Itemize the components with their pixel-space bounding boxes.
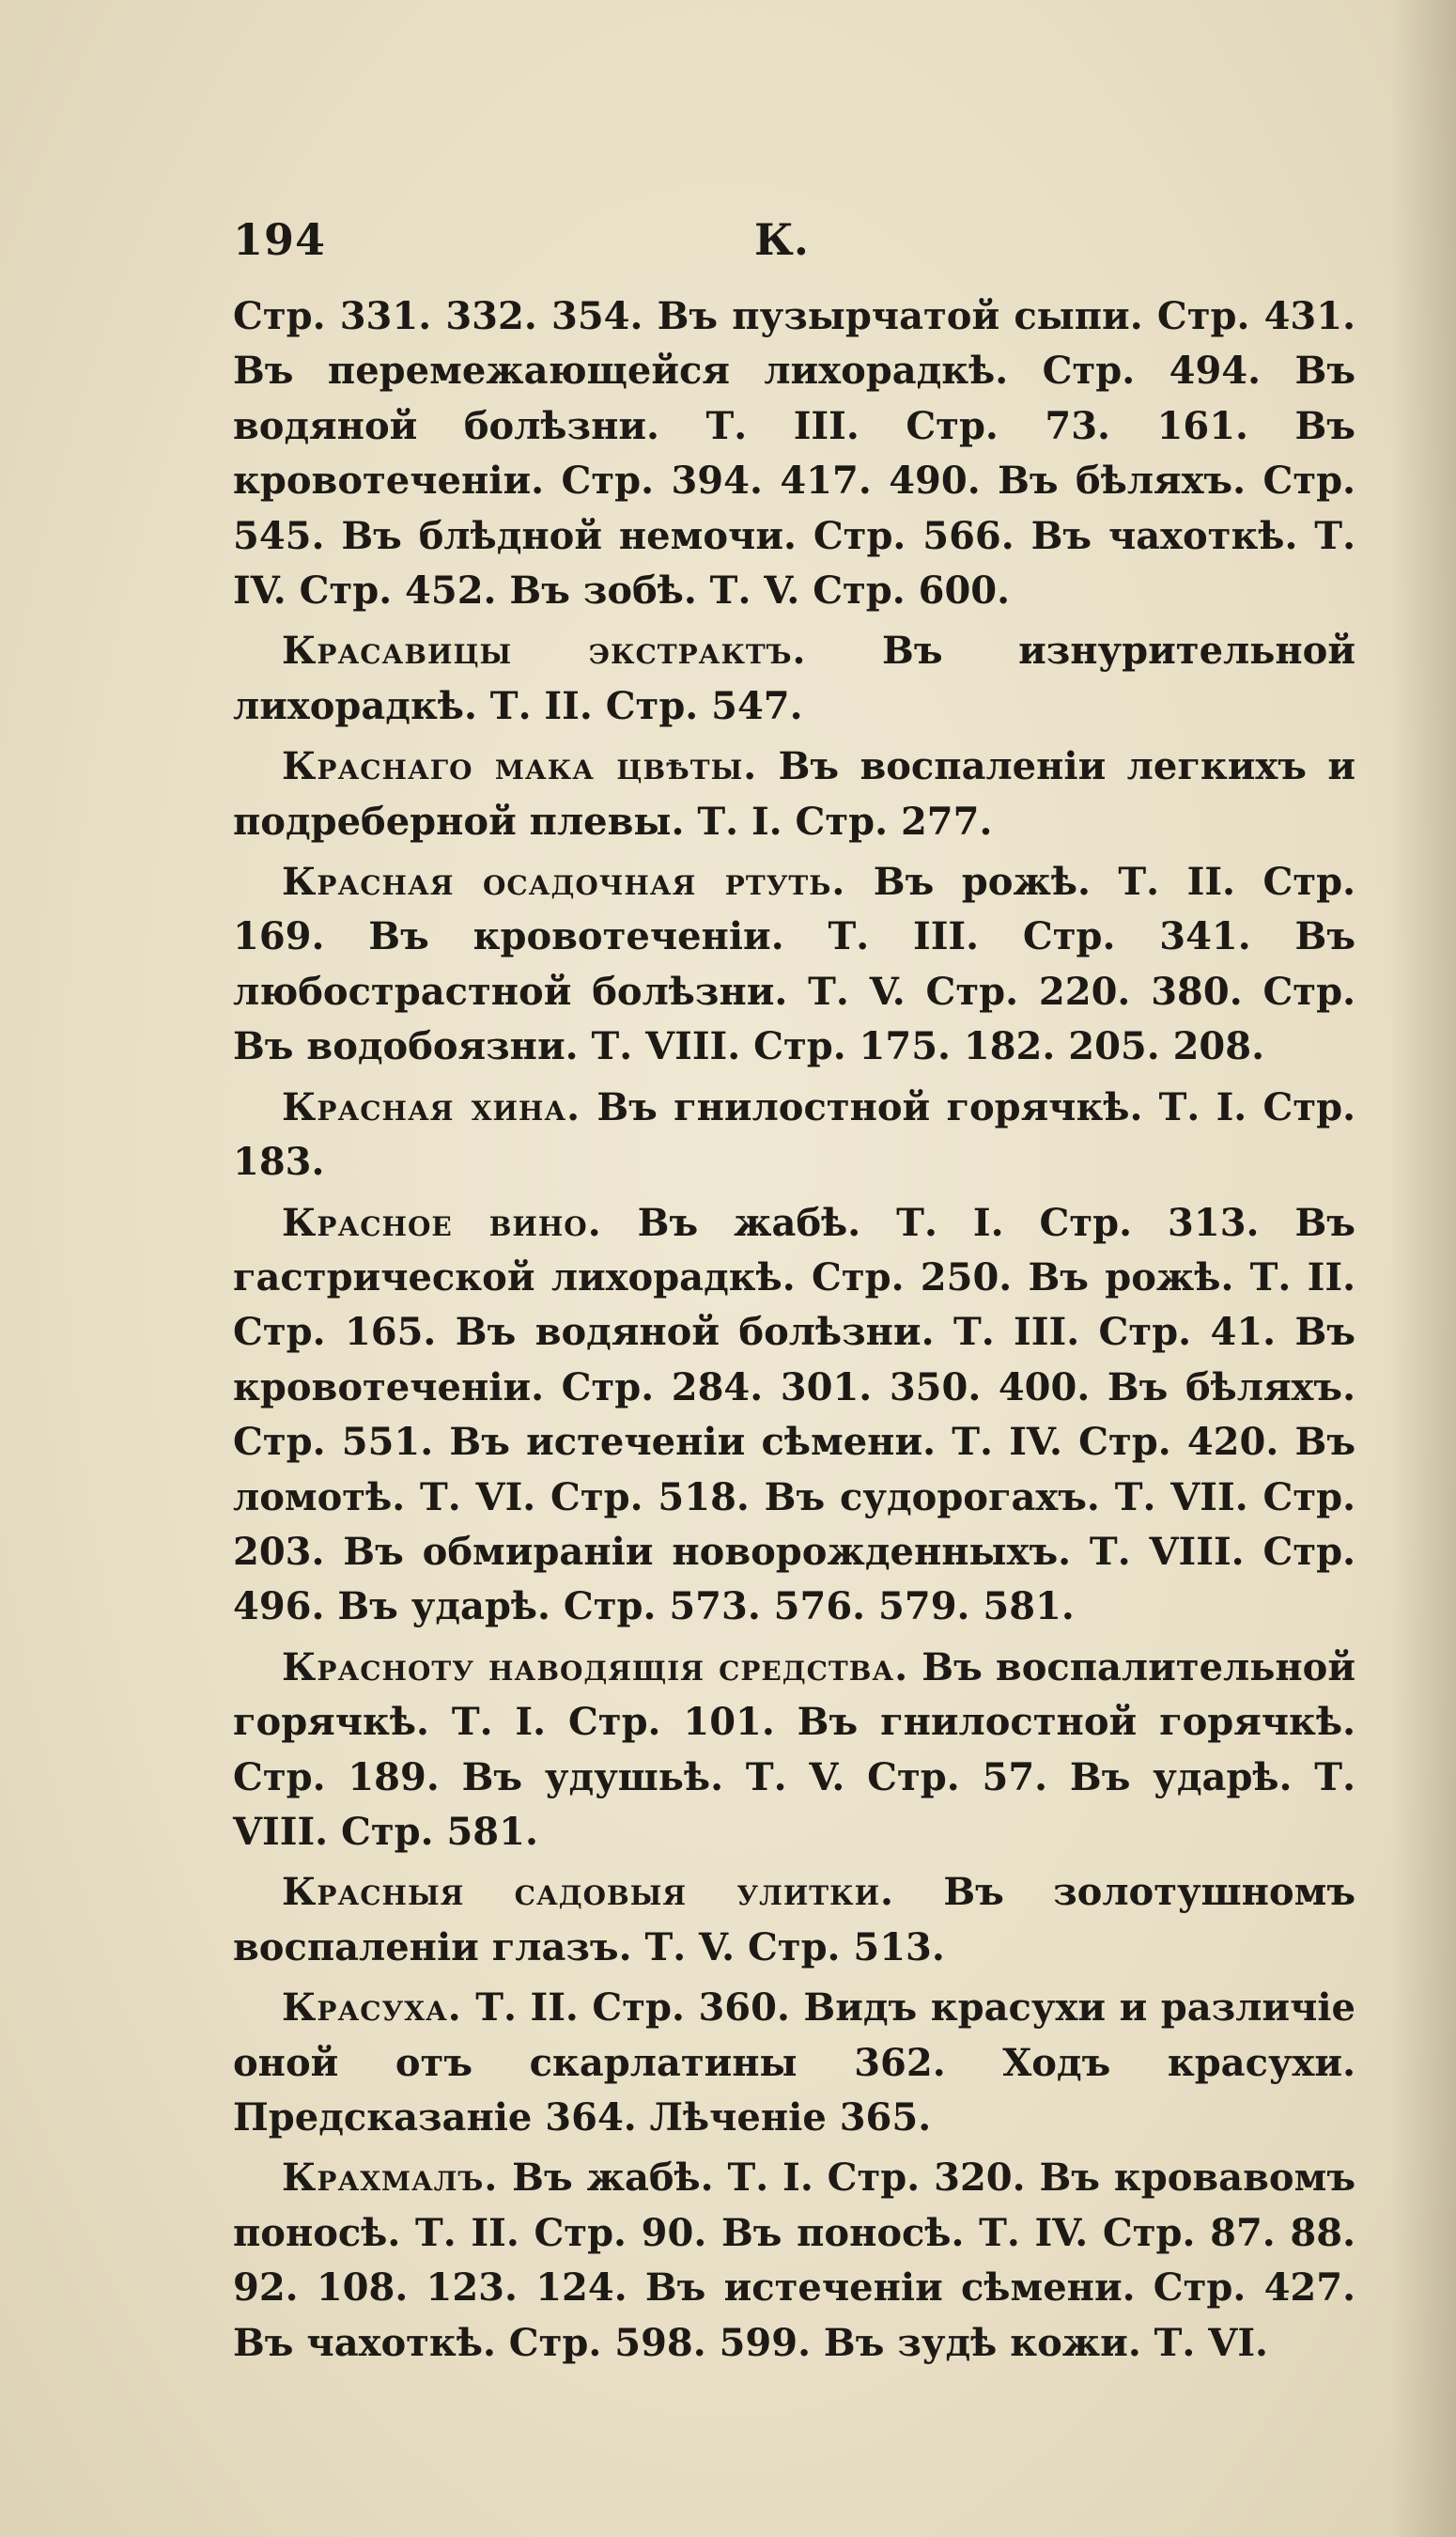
index-entries: [233, 289, 1355, 2376]
index-entry-continuation: [233, 289, 1355, 618]
entry-text: Въ воспалительной горячкѣ. Т. I. Стр. 101. Въ гнилостной горячкѣ. Стр. 189. Въ удушьѣ. Т. V. Стр. 57. Въ ударѣ. Т. VIII. Стр. 581.: [233, 1644, 1356, 1854]
entry-headword: Красавицы экстрактъ.: [282, 629, 807, 674]
entry-headword: Крахмалъ.: [282, 2156, 499, 2201]
running-head: К.: [754, 214, 809, 265]
index-entry: [233, 1081, 1355, 1191]
entry-text: Въ воспаленіи легкихъ и подреберной плевы. Т. I. Стр. 277.: [233, 744, 1355, 844]
entry-text: Въ золотушномъ воспаленіи глазъ. Т. V. Стр. 513.: [233, 1870, 1356, 1969]
page-number: 194: [233, 214, 327, 265]
entry-text: Въ жабѣ. Т. I. Стр. 320. Въ кровавомъ поносѣ. Т. II. Стр. 90. Въ поносѣ. Т. IV. Стр. 87. 88. 92. 108. 123. 124. Въ истеченіи сѣмени. Стр. 427. Въ чахоткѣ. Стр. 598. 599. Въ зудѣ кожи. Т. VI.: [233, 2156, 1355, 2365]
entry-headword: Красуха.: [282, 1985, 462, 2031]
index-entry: [233, 1865, 1355, 1975]
page-header: [233, 214, 1351, 271]
entry-headword: Красная хина.: [282, 1084, 581, 1129]
entry-text: Т. II. Стр. 360. Видъ красухи и различіе оной отъ скарлатины 362. Ходъ красухи. Предсказаніе 364. Лѣченіе 365.: [233, 1985, 1355, 2140]
entry-text: Въ изнурительной лихорадкѣ. Т. II. Стр. 547.: [233, 629, 1355, 728]
index-entry: [233, 855, 1355, 1075]
index-entry: [233, 1981, 1355, 2145]
entry-text: Въ гнилостной горячкѣ. Т. I. Стр. 183.: [233, 1084, 1355, 1185]
entry-headword: Краснаго мака цвѣты.: [282, 744, 758, 789]
index-entry: [233, 2151, 1355, 2371]
entry-text: Въ жабѣ. Т. I. Стр. 313. Въ гастрической лихорадкѣ. Стр. 250. Въ рожѣ. Т. II. Стр. 165. Въ водяной болѣзни. Т. III. Стр. 41. Въ кровотеченіи. Стр. 284. 301. 350. 400. Въ бѣляхъ. Стр. 551. Въ истеченіи сѣмени. Т. IV. Стр. 420. Въ ломотѣ. Т. VI. Стр. 518. Въ судорогахъ. Т. VII. Стр. 203. Въ обмираніи новорожденныхъ. Т. VIII. Стр. 496. Въ ударѣ. Стр. 573. 576. 579. 581.: [233, 1200, 1355, 1629]
index-entry: [233, 1196, 1355, 1635]
index-entry: [233, 739, 1355, 849]
index-entry: [233, 1641, 1355, 1860]
entry-text: Стр. 331. 332. 354. Въ пузырчатой сыпи. Стр. 431. Въ перемежающейся лихорадкѣ. Стр. 494. Въ водяной болѣзни. Т. III. Стр. 73. 161. Въ кровотеченіи. Стр. 394. 417. 490. Въ бѣляхъ. Стр. 545. Въ блѣдной немочи. Стр. 566. Въ чахоткѣ. Т. IV. Стр. 452. Въ зобѣ. Т. V. Стр. 600.: [233, 294, 1355, 614]
entry-headword: Красное вино.: [282, 1200, 602, 1245]
entry-text: Въ рожѣ. Т. II. Стр. 169. Въ кровотеченіи. Т. III. Стр. 341. Въ любострастной болѣзни. Т. V. Стр. 220. 380. Стр. Въ водобоязни. Т. VIII. Стр. 175. 182. 205. 208.: [233, 860, 1355, 1069]
entry-headword: Красноту наводящія средства.: [282, 1644, 909, 1689]
entry-headword: Красныя садовыя улитки.: [282, 1870, 894, 1915]
page-edge-shadow: [1390, 0, 1456, 2537]
entry-headword: Красная осадочная ртуть.: [282, 860, 846, 905]
index-entry: [233, 624, 1355, 734]
